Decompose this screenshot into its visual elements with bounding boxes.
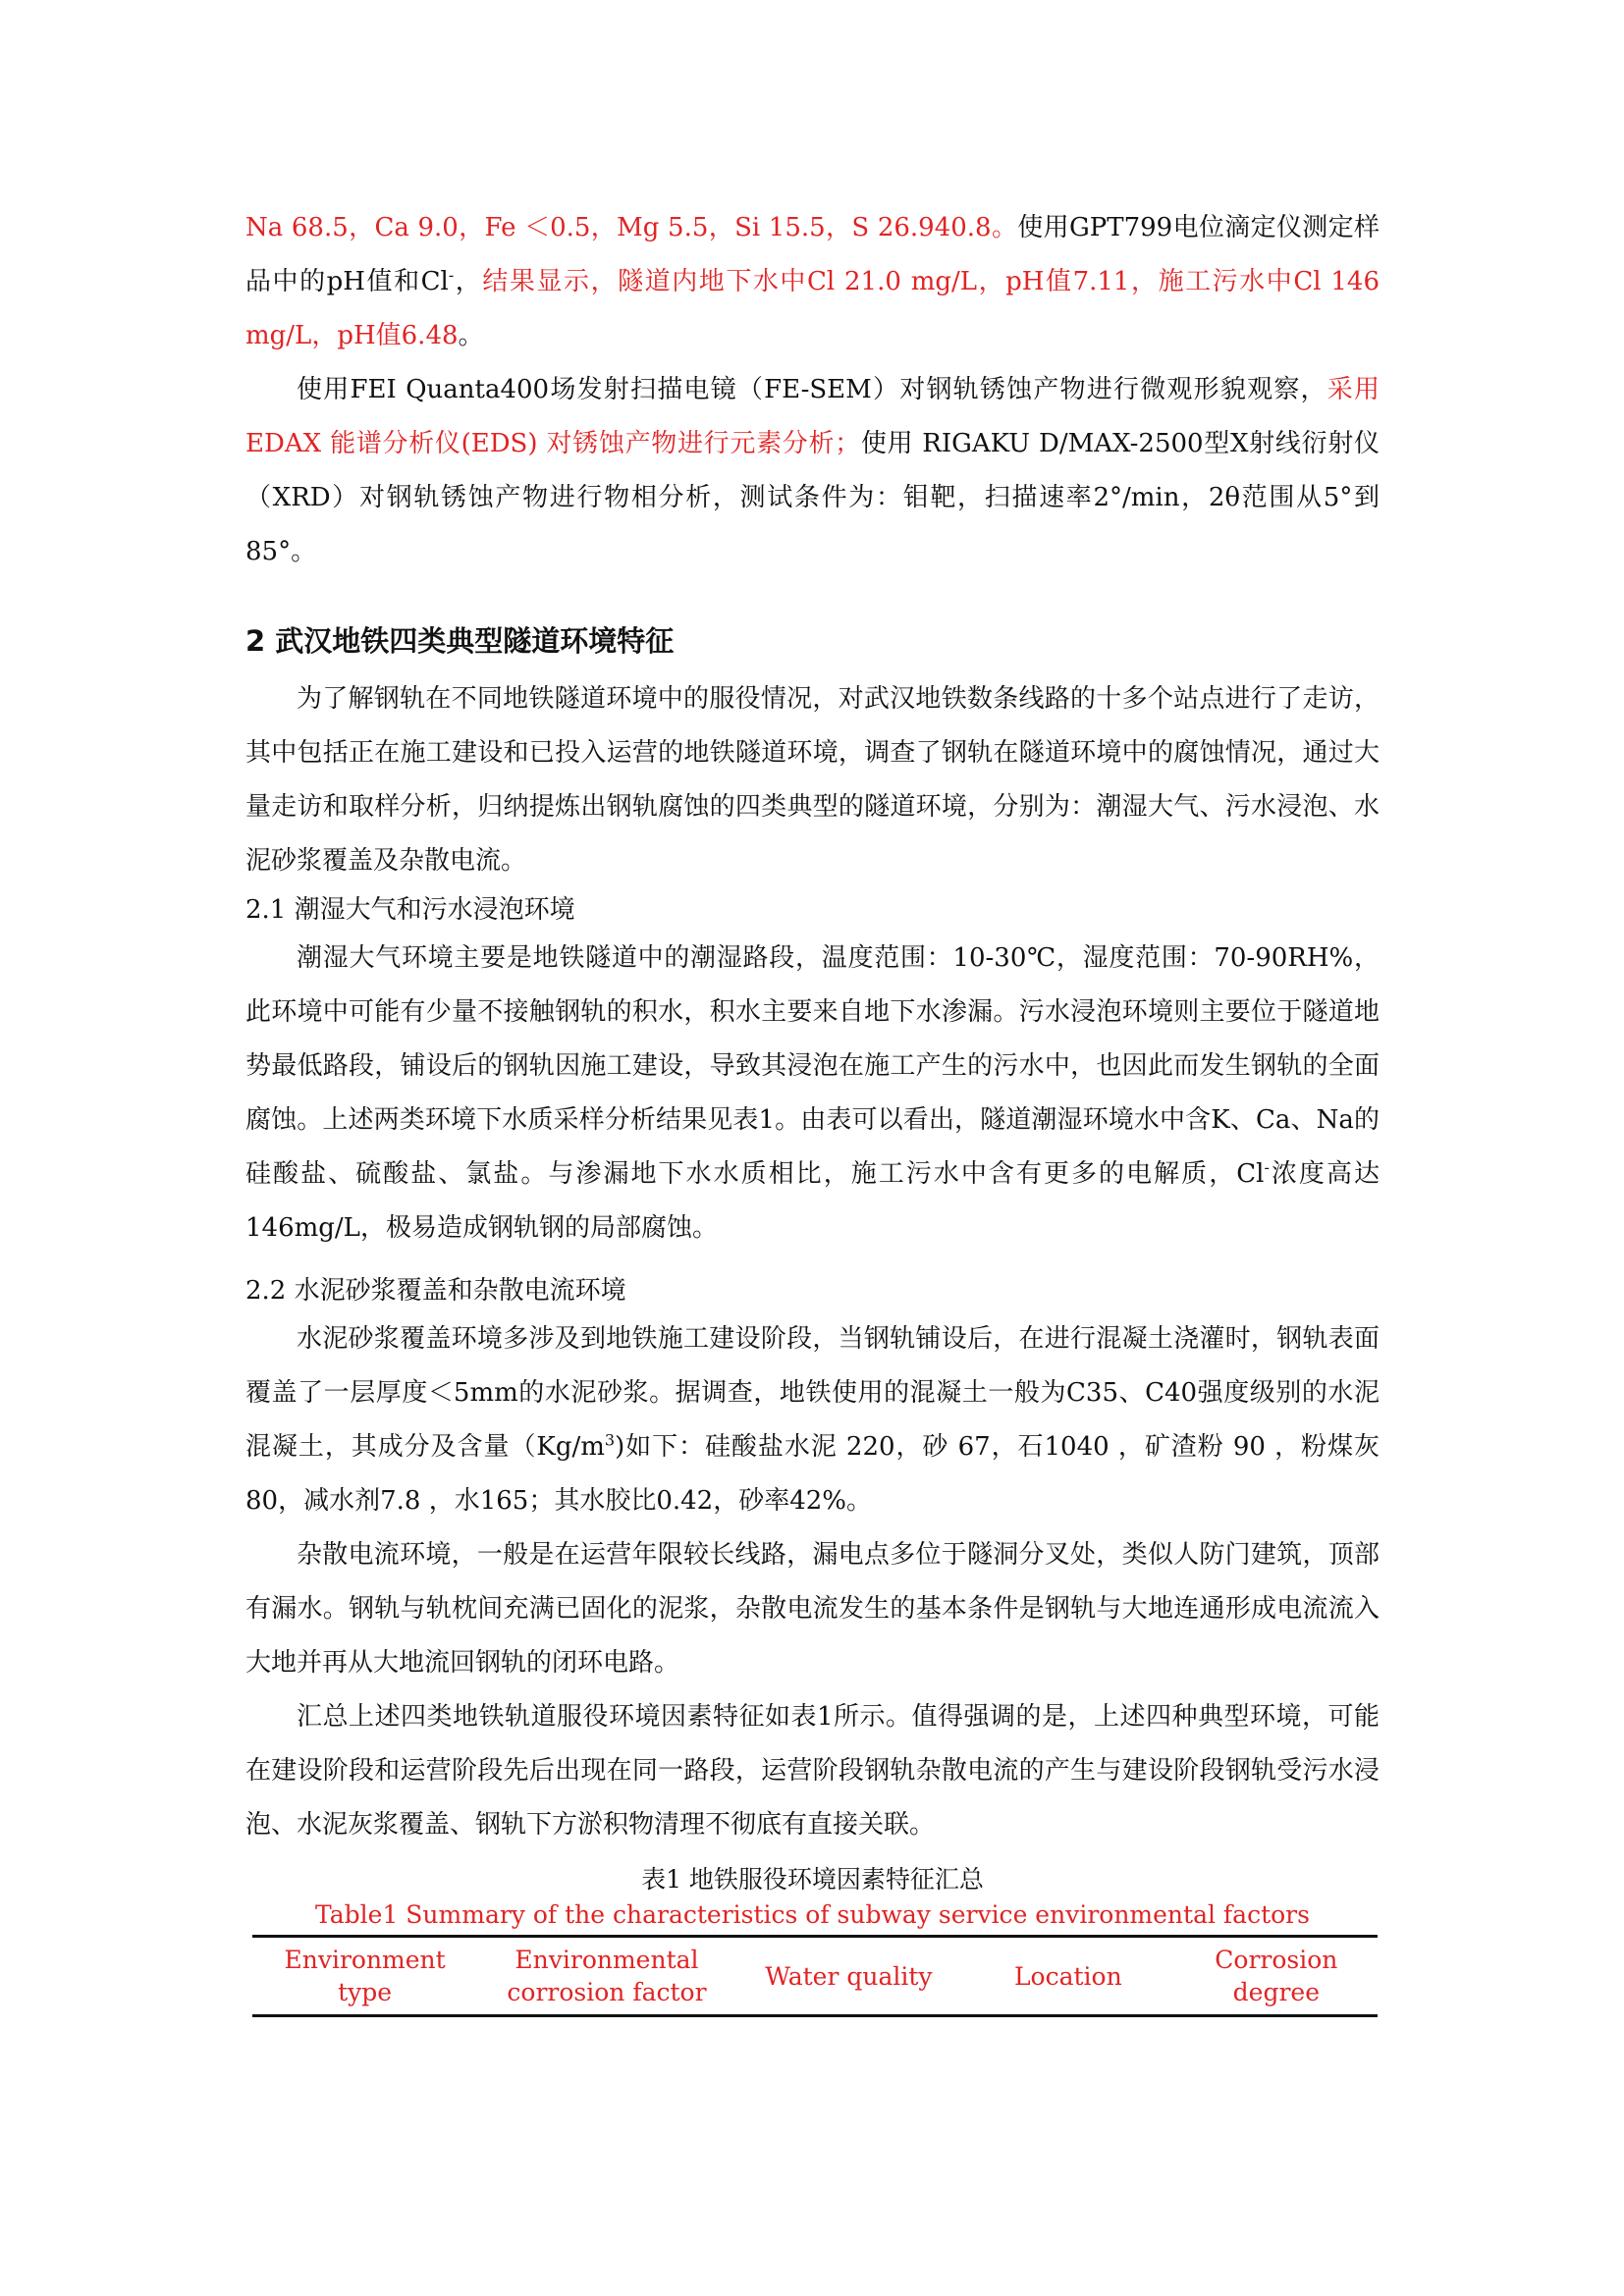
- intro-paragraph-2: [245, 363, 1380, 579]
- intro-eds-text: 采用EDAX 能谱分析仪(EDS) 对锈蚀产物进行元素分析；: [245, 375, 1380, 458]
- subsection-2-2-paragraph-2: 杂散电流环境，一般是在运营年限较长线路，漏电点多位于隧洞分叉处，类似人防门建筑，顶部有漏水。钢轨与轨枕间充满已固化的泥浆，杂散电流发生的基本条件是钢轨与大地连通形成电流流入大地并再从大地流回钢轨的闭环电路。: [245, 1540, 1380, 1678]
- intro-text: ，: [454, 267, 483, 296]
- paragraph-text: 浓度高达146mg/L，极易造成钢轨钢的局部腐蚀。: [245, 1159, 1380, 1243]
- intro-text: 使用 RIGAKU D/MAX-2500型X射线衍射仪（XRD）对钢轨锈蚀产物进行物相分析，测试条件为：钼靶，扫描速率2°/min，2θ范围从5°到85°。: [245, 429, 1380, 566]
- document-page: [245, 201, 1380, 2017]
- subsection-2-2-paragraph-1: [245, 1312, 1380, 1528]
- superscript: -: [1264, 1157, 1270, 1177]
- subsection-2-2-paragraph-3: 汇总上述四类地铁轨道服役环境因素特征如表1所示。值得强调的是，上述四种典型环境，可能在建设阶段和运营阶段先后出现在同一路段，运营阶段钢轨杂散电流的产生与建设阶段钢轨受污水浸泡、水泥灰浆覆盖、钢轨下方淤积物清理不彻底有直接关联。: [245, 1702, 1380, 1840]
- paragraph-text: )如下：硅酸盐水泥 220，砂 67，石1040 ，矿渣粉 90 ，粉煤灰80，减水剂7.8 ，水165；其水胶比0.42，砂率42%。: [245, 1432, 1380, 1516]
- intro-result-values: 结果显示，隧道内地下水中Cl 21.0 mg/L，pH值7.11，施工污水中Cl 146 mg/L，pH值6.48: [245, 267, 1380, 350]
- table-header-environment-type: Environment type: [252, 1937, 477, 2016]
- intro-paragraph-1: [245, 201, 1380, 363]
- section-2-paragraph: 为了解钢轨在不同地铁隧道环境中的服役情况，对武汉地铁数条线路的十多个站点进行了走访，其中包括正在施工建设和已投入运营的地铁隧道环境，调查了钢轨在隧道环境中的腐蚀情况，通过大量走访和取样分析，归纳提炼出钢轨腐蚀的四类典型的隧道环境，分别为：潮湿大气、污水浸泡、水泥砂浆覆盖及杂散电流。: [245, 684, 1380, 876]
- subsection-2-1-heading: 2.1 潮湿大气和污水浸泡环境: [245, 895, 575, 925]
- subsection-2-2-heading: 2.2 水泥砂浆覆盖和杂散电流环境: [245, 1276, 626, 1306]
- paragraph-text: 潮湿大气环境主要是地铁隧道中的潮湿路段，温度范围：10-30℃，湿度范围：70-90RH%，此环境中可能有少量不接触钢轨的积水，积水主要来自地下水渗漏。污水浸泡环境则主要位于隧道地势最低路段，铺设后的钢轨因施工建设，导致其浸泡在施工产生的污水中，也因此而发生钢轨的全面腐蚀。上述两类环境下水质采样分析结果见表1。由表可以看出，隧道潮湿环境水中含K、Ca、Na的硅酸盐、硫酸盐、氯盐。与渗漏地下水水质相比，施工污水中含有更多的电解质，Cl: [245, 943, 1380, 1189]
- table-1-caption-en: Table1 Summary of the characteristics of subway service environmental factors: [315, 1900, 1310, 1929]
- intro-text: 使用FEI Quanta400场发射扫描电镜（FE-SEM）对钢轨锈蚀产物进行微观形貌观察，: [297, 375, 1327, 404]
- table-header-corrosion-factor: Environmental corrosion factor: [477, 1937, 736, 2016]
- table-header-row: [252, 1937, 1378, 2016]
- superscript: -: [448, 265, 455, 285]
- superscript: 3: [604, 1430, 616, 1450]
- table-header-location: Location: [961, 1937, 1175, 2016]
- table-header-water-quality: Water quality: [736, 1937, 961, 2016]
- table-1: [252, 1935, 1378, 2017]
- table-header-corrosion-degree: Corrosion degree: [1175, 1937, 1378, 2016]
- subsection-2-1-paragraph: [245, 932, 1380, 1255]
- intro-text: 使用GPT799电位滴定仪测定样品中的pH值和Cl: [245, 213, 1380, 296]
- paragraph-text: 水泥砂浆覆盖环境多涉及到地铁施工建设阶段，当钢轨铺设后，在进行混凝土浇灌时，钢轨表面覆盖了一层厚度＜5mm的水泥砂浆。据调查，地铁使用的混凝土一般为C35、C40强度级别的水泥混凝土，其成分及含量（Kg/m: [245, 1324, 1380, 1462]
- intro-text: 。: [458, 321, 484, 350]
- intro-element-values: Na 68.5，Ca 9.0，Fe ＜0.5，Mg 5.5，Si 15.5，S 26.940.8。: [245, 213, 1018, 242]
- section-2-heading: 2 武汉地铁四类典型隧道环境特征: [245, 624, 675, 658]
- table-1-caption-cn: 表1 地铁服役环境因素特征汇总: [641, 1865, 984, 1894]
